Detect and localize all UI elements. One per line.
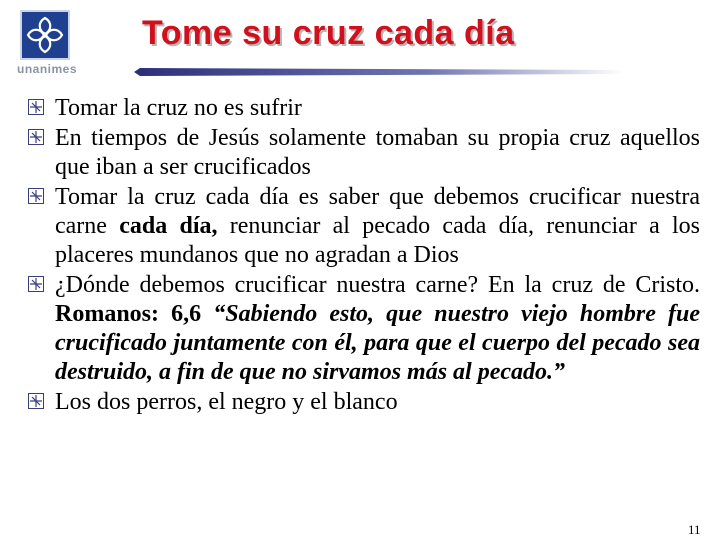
- unanimes-logo: [8, 8, 86, 80]
- page-number: 11: [688, 522, 701, 537]
- bullet-icon: [28, 276, 44, 292]
- slide-title: Tome su cruz cada día: [142, 14, 515, 52]
- logo-text: unanimes: [16, 62, 77, 76]
- bullet-text: Los dos perros, el negro y el blanco: [55, 389, 398, 415]
- bullet-text: Tomar la cruz cada día es saber que debemos crucificar nuestra carne: [55, 184, 700, 239]
- bullet-text: ¿Dónde debemos crucificar nuestra carne? En la cruz de Cristo.: [55, 272, 700, 298]
- bullet-item: [28, 271, 700, 387]
- bullet-text: Tomar la cruz no es sufrir: [55, 95, 302, 121]
- bullet-text: En tiempos de Jesús solamente tomaban su propia cruz aquellos que iban a ser crucificados: [55, 125, 700, 180]
- bible-quote: “Sabiendo esto, que nuestro viejo hombre fue crucificado juntamente con él, para que el cuerpo del pecado sea destruido, a fin de que no sirvamos más al pecado.”: [55, 301, 700, 385]
- bible-reference: Romanos: 6,6: [55, 301, 202, 327]
- title-underline: [134, 68, 624, 76]
- bullet-item: [28, 94, 700, 123]
- bullet-bold-text: cada día,: [119, 213, 218, 239]
- bullet-item: [28, 124, 700, 182]
- logo-emblem-icon: [20, 10, 70, 60]
- bullet-icon: [28, 99, 44, 115]
- bullet-icon: [28, 188, 44, 204]
- bullet-icon: [28, 393, 44, 409]
- bullet-text: renunciar al pecado cada día, renunciar a los placeres mundanos que no agradan a Dios: [55, 213, 701, 268]
- bullet-item: [28, 388, 700, 417]
- bullet-item: [28, 183, 700, 270]
- bullet-list: [28, 94, 700, 418]
- bullet-icon: [28, 129, 44, 145]
